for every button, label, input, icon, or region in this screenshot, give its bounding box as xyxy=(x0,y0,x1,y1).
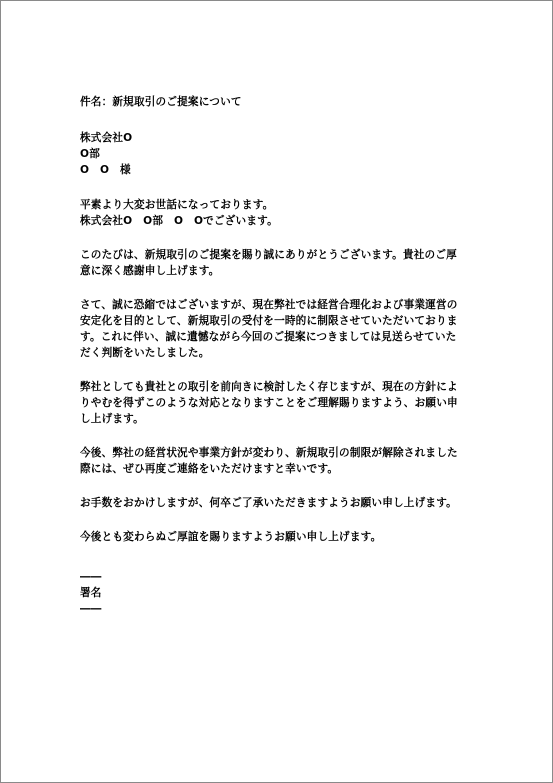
paragraph-line: りやむを得ずこのような対応となりますことをご理解賜りますよう、お願い申 xyxy=(80,397,458,409)
paragraph-understanding xyxy=(80,379,478,427)
paragraph-line: お手数をおかけしますが、何卒ご了承いただきますようお願い申し上げます。 xyxy=(80,497,457,509)
signature-label: 署名 xyxy=(80,587,102,599)
paragraph-line: 今後とも変わらぬご厚誼を賜りますようお願い申し上げます。 xyxy=(80,531,382,543)
letter-body xyxy=(80,94,478,617)
paragraph-reason xyxy=(80,297,478,361)
paragraph-line: 意に深く感謝申し上げます。 xyxy=(80,265,220,277)
paragraph-line: 今後、弊社の経営状況や事業方針が変わり、新規取引の制限が解除されました xyxy=(80,447,458,459)
greeting-line: 平素より大変お世話になっております。 xyxy=(80,199,274,211)
addressee-company: 株式会社O xyxy=(80,132,133,144)
paragraph-line: だく判断をいたしました。 xyxy=(80,347,210,359)
paragraph-future xyxy=(80,445,478,477)
paragraph-line: さて、誠に恐縮ではございますが、現在弊社では経営合理化および事業運営の xyxy=(80,299,458,311)
greeting-line: 株式会社O O部 O Oでございます。 xyxy=(80,215,278,227)
addressee-block xyxy=(80,130,478,178)
paragraph-line: 際には、ぜひ再度ご連絡をいただけますと幸いです。 xyxy=(80,463,339,475)
signature-block xyxy=(80,569,478,617)
addressee-department: O部 xyxy=(80,148,100,160)
paragraph-line: す。これに伴い、誠に遺憾ながら今回のご提案につきましては見送らせていた xyxy=(80,331,457,343)
addressee-person: O O 様 xyxy=(80,164,131,176)
greeting-block xyxy=(80,197,478,229)
subject-line: 件名：新規取引のご提案について xyxy=(80,96,242,108)
paragraph-line: 弊社としても貴社との取引を前向きに検討したく存じますが、現在の方針によ xyxy=(80,381,458,393)
signature-rule-top: ―― xyxy=(80,571,102,583)
paragraph-line: このたびは、新規取引のご提案を賜り誠にありがとうございます。貴社のご厚 xyxy=(80,249,457,261)
signature-rule-bottom: ―― xyxy=(80,603,102,615)
paragraph-line: 安定化を目的として、新規取引の受付を一時的に制限させていただいておりま xyxy=(80,315,458,327)
paragraph-closing xyxy=(80,529,478,545)
paragraph-request xyxy=(80,495,478,511)
paragraph-line: し上げます。 xyxy=(80,413,144,425)
paragraph-thanks xyxy=(80,247,478,279)
